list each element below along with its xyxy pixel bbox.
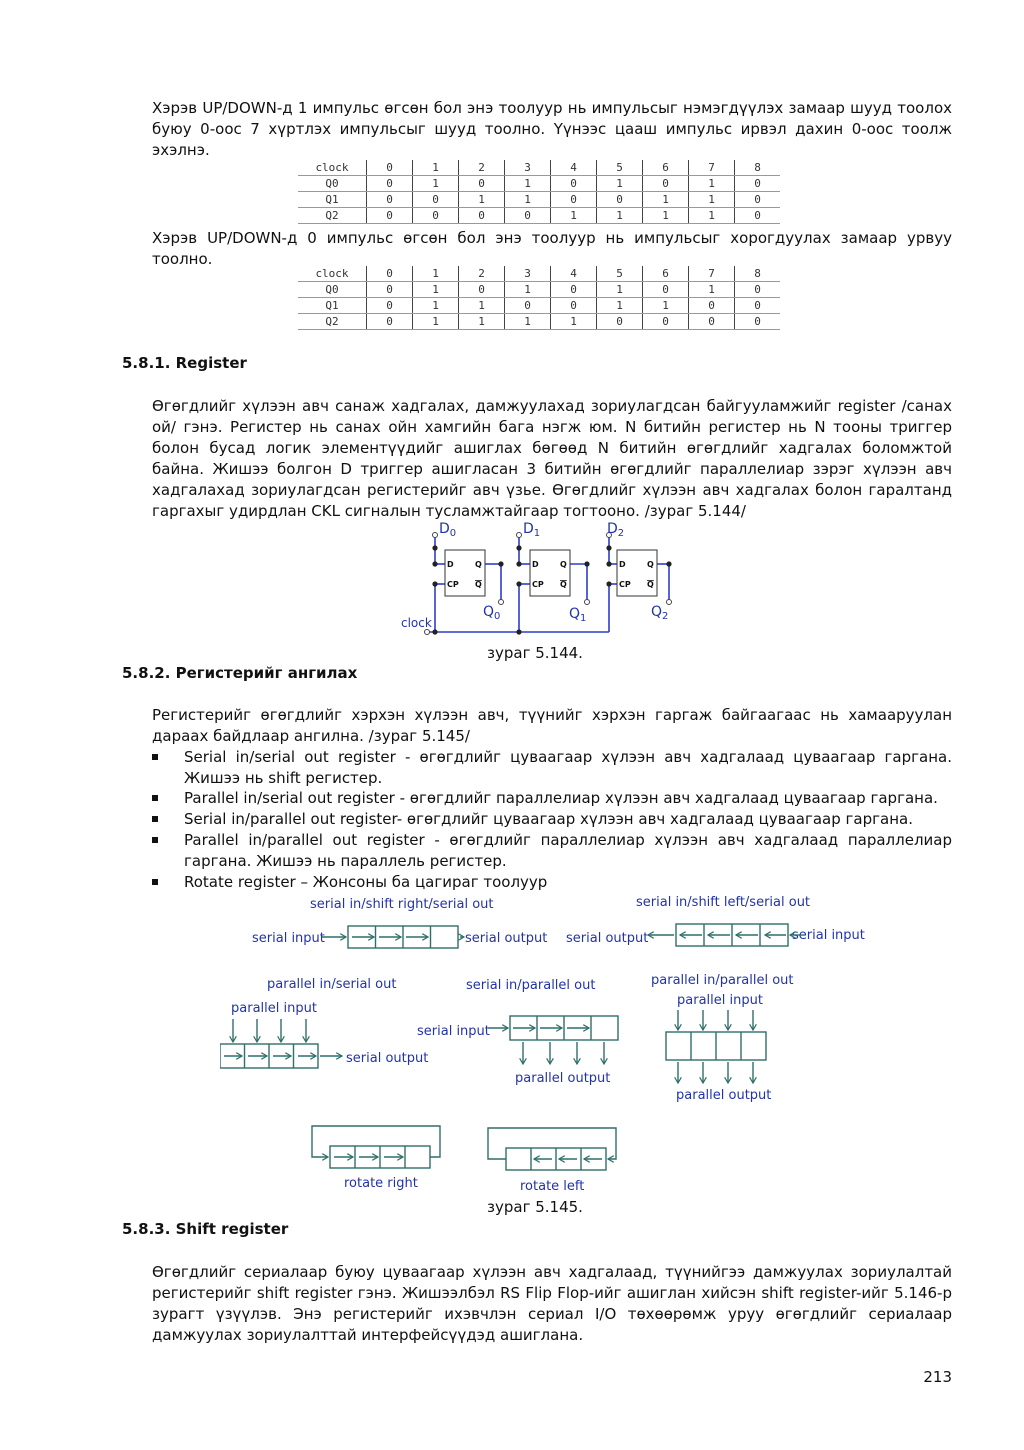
- table-cell: 3: [505, 160, 551, 176]
- table-cell: 0: [643, 314, 689, 330]
- row-label: Q0: [298, 282, 367, 298]
- table-cell: 0: [597, 314, 643, 330]
- title-parallel-serial: parallel in/serial out: [267, 977, 397, 992]
- row-label: Q2: [298, 314, 367, 330]
- table-cell: 1: [459, 192, 505, 208]
- label-d2: $D_2$: [607, 521, 625, 539]
- table-cell: 5: [597, 160, 643, 176]
- ff1-pin-cp: CP: [532, 580, 544, 589]
- title-serial-shift-left: serial in/shift left/serial out: [636, 895, 811, 910]
- table-cell: 0: [367, 176, 413, 192]
- table-cell: 0: [367, 282, 413, 298]
- paragraph-register: Өгөгдлийг хүлээн авч санаж хадгалах, дамжуулахад зориулагдсан байгууламжийг register /санах ой/ гэнэ. Регистер нь санах ойн хамгийн бага нэгж юм. N битийн регистер нь N тооны триггер болон бусад логик элементүүдийг ашиглах бөгөөд N битийн өгөгдлийг хадгалах боломжтой байна. Жишээ болгон D триггер ашигласан 3 битийн өгөгдлийг параллелиар зэрэг хүлээн авч хадгалахад зориулагдсан регистерийг авч үзье. Өгөгдлийг хүлээн авч хадгалах болон гаралтанд гаргахыг удирдлан CKL сигналын тусламжтайгаар тогтооно. /зураг 5.144/: [152, 397, 952, 520]
- table-cell: 0: [597, 192, 643, 208]
- table-cell: 0: [735, 192, 781, 208]
- title-parallel-parallel: parallel in/parallel out: [651, 973, 794, 988]
- label-serial-input-3: serial input: [417, 1024, 490, 1039]
- table-cell: 0: [505, 298, 551, 314]
- table-cell: 1: [597, 282, 643, 298]
- ff0-pin-q: Q: [475, 560, 482, 569]
- label-d1: $D_1$: [523, 521, 541, 539]
- table-cell: 0: [735, 314, 781, 330]
- table-row: [298, 176, 780, 192]
- page-number: 213: [923, 1368, 952, 1386]
- table-cell: 0: [413, 208, 459, 224]
- label-parallel-output-2: parallel output: [676, 1088, 772, 1103]
- label-serial-input-1: serial input: [252, 931, 325, 946]
- ff1-pin-q: Q: [560, 560, 567, 569]
- caption-5-144: зураг 5.144.: [487, 644, 583, 662]
- table-cell: 0: [367, 192, 413, 208]
- ff2-pin-cp: CP: [619, 580, 631, 589]
- table-cell: 0: [367, 298, 413, 314]
- table-cell: 6: [643, 160, 689, 176]
- ff0-pin-d: D: [447, 560, 454, 569]
- ff2-pin-qbar: Q: [647, 580, 654, 589]
- ff0-pin-qbar: Q: [475, 580, 482, 589]
- label-d0: $D_0$: [439, 521, 457, 539]
- table-cell: 5: [597, 266, 643, 282]
- table-cell: 1: [643, 298, 689, 314]
- table-cell: 0: [367, 314, 413, 330]
- paragraph-classification: Регистерийг өгөгдлийг хэрхэн хүлээн авч, түүнийг хэрхэн гаргаж байгаагаас нь хамааруулан дараах байдлаар ангилна. /зураг 5.145/: [152, 706, 952, 745]
- table-cell: 0: [551, 282, 597, 298]
- table-cell: 0: [413, 192, 459, 208]
- row-label: Q2: [298, 208, 367, 224]
- bullet-item: Serial in/serial out register - өгөгдлийг цуваагаар хүлээн авч хадгалаад цуваагаар гаргана. Жишээ нь shift регистер.: [152, 747, 952, 789]
- truth-table-down: [298, 266, 780, 330]
- table-cell: 1: [505, 176, 551, 192]
- table-cell: 1: [597, 208, 643, 224]
- table-cell: 0: [643, 176, 689, 192]
- table-cell: 1: [597, 298, 643, 314]
- paragraph-down-count: Хэрэв UP/DOWN-д 0 импульс өгсөн бол энэ тоолуур нь импульсыг хорогдуулах замаар урвуу тоолно.: [152, 229, 952, 268]
- table-cell: 0: [689, 314, 735, 330]
- bullet-square-icon: [152, 837, 158, 843]
- table-cell: 1: [413, 176, 459, 192]
- label-q1: $Q_1$: [569, 606, 587, 624]
- bullet-square-icon: [152, 795, 158, 801]
- table-cell: 7: [689, 266, 735, 282]
- table-cell: 0: [551, 192, 597, 208]
- label-rotate-left: rotate left: [520, 1179, 585, 1194]
- bullet-square-icon: [152, 754, 158, 760]
- row-label: Q0: [298, 176, 367, 192]
- table-cell: 1: [505, 314, 551, 330]
- bullet-square-icon: [152, 879, 158, 885]
- table-row: [298, 282, 780, 298]
- title-serial-parallel: serial in/parallel out: [466, 978, 596, 993]
- ff2-pin-d: D: [619, 560, 626, 569]
- table-cell: 1: [459, 314, 505, 330]
- table-cell: 4: [551, 160, 597, 176]
- table-cell: 1: [413, 266, 459, 282]
- table-row: [298, 208, 780, 224]
- table-cell: 1: [643, 192, 689, 208]
- table-cell: 8: [735, 266, 781, 282]
- bullet-square-icon: [152, 816, 158, 822]
- row-label: clock: [298, 160, 367, 176]
- table-cell: 0: [367, 266, 413, 282]
- table-cell: 0: [735, 208, 781, 224]
- label-rotate-right: rotate right: [344, 1176, 418, 1191]
- table-cell: 2: [459, 266, 505, 282]
- table-row: [298, 314, 780, 330]
- bullet-item: Rotate register – Жонсоны ба цагираг тоолуур: [152, 872, 952, 893]
- table-cell: 1: [689, 192, 735, 208]
- row-label: Q1: [298, 298, 367, 314]
- table-cell: 1: [505, 282, 551, 298]
- bullet-item: Parallel in/parallel out register - өгөгдлийг параллелиар хүлээн авч хадгалаад параллелиар гаргана. Жишээ нь параллель регистер.: [152, 830, 952, 872]
- table-row: [298, 266, 780, 282]
- row-label: clock: [298, 266, 367, 282]
- table-cell: 1: [551, 208, 597, 224]
- table-row: [298, 192, 780, 208]
- caption-5-145: зураг 5.145.: [487, 1198, 583, 1216]
- label-parallel-input-2: parallel input: [677, 993, 763, 1008]
- label-q2: $Q_2$: [651, 604, 669, 622]
- table-cell: 0: [367, 160, 413, 176]
- bullet-item: Parallel in/serial out register - өгөгдлийг параллелиар хүлээн авч хадгалаад цуваагаар гаргана.: [152, 788, 952, 809]
- table-cell: 0: [551, 298, 597, 314]
- table-cell: 0: [459, 176, 505, 192]
- label-q0: $Q_0$: [483, 604, 501, 622]
- label-serial-output-1: serial output: [465, 931, 548, 946]
- table-row: [298, 160, 780, 176]
- table-cell: 0: [367, 208, 413, 224]
- table-cell: 1: [689, 176, 735, 192]
- row-label: Q1: [298, 192, 367, 208]
- paragraph-shift-register: Өгөгдлийг сериалаар буюу цуваагаар хүлээн авч хадгалаад, түүнийгээ дамжуулах зориулалтай регистерийг shift register гэнэ. Жишээлбэл RS Flip Flop-ийг ашиглан хийсэн shift register-ийг 5.146-р зурагт үзүүлэв. Энэ регистерийг ихэвчлэн сериал I/O төхөөрөмж уруу өгөгдлийг сериалаар дамжуулах зориулалттай интерфейсүүдэд ашиглана.: [152, 1263, 952, 1344]
- table-row: [298, 298, 780, 314]
- table-cell: 8: [735, 160, 781, 176]
- table-cell: 0: [643, 282, 689, 298]
- table-cell: 1: [413, 160, 459, 176]
- table-cell: 1: [597, 176, 643, 192]
- label-serial-output-3: serial output: [346, 1051, 429, 1066]
- table-cell: 0: [551, 176, 597, 192]
- label-clock: clock: [401, 616, 432, 630]
- table-cell: 1: [413, 314, 459, 330]
- ff0-pin-cp: CP: [447, 580, 459, 589]
- figure-5-144-diagram: [395, 520, 685, 642]
- table-cell: 4: [551, 266, 597, 282]
- table-cell: 0: [459, 282, 505, 298]
- table-cell: 0: [735, 176, 781, 192]
- table-cell: 1: [689, 208, 735, 224]
- table-cell: 2: [459, 160, 505, 176]
- table-cell: 1: [459, 298, 505, 314]
- figure-5-145-diagram: [220, 890, 870, 1200]
- heading-register: 5.8.1. Register: [122, 354, 247, 372]
- title-serial-shift-right: serial in/shift right/serial out: [310, 897, 494, 912]
- label-serial-input-2: serial input: [792, 928, 865, 943]
- table-cell: 0: [735, 298, 781, 314]
- table-cell: 1: [413, 298, 459, 314]
- table-cell: 0: [459, 208, 505, 224]
- table-cell: 6: [643, 266, 689, 282]
- table-cell: 0: [505, 208, 551, 224]
- heading-shift-register: 5.8.3. Shift register: [122, 1220, 289, 1238]
- table-cell: 0: [689, 298, 735, 314]
- table-cell: 3: [505, 266, 551, 282]
- table-cell: 1: [505, 192, 551, 208]
- ff2-pin-q: Q: [647, 560, 654, 569]
- truth-table-up: [298, 160, 780, 224]
- table-cell: 1: [551, 314, 597, 330]
- table-cell: 7: [689, 160, 735, 176]
- bullet-item: Serial in/parallel out register- өгөгдлийг цуваагаар хүлээн авч хадгалаад цуваагаар гаргана.: [152, 809, 952, 830]
- table-cell: 0: [735, 282, 781, 298]
- heading-register-classification: 5.8.2. Регистерийг ангилах: [122, 664, 358, 682]
- ff1-pin-qbar: Q: [560, 580, 567, 589]
- paragraph-up-count: Хэрэв UP/DOWN-д 1 импульс өгсөн бол энэ тоолуур нь импульсыг нэмэгдүүлэх замаар шууд тоолох буюу 0-оос 7 хүртлэх импульсыг шууд тоолно. Үүнээс цааш импульс ирвэл дахин 0-оос тоолж эхэлнэ.: [152, 99, 952, 159]
- label-serial-output-2: serial output: [566, 931, 649, 946]
- table-cell: 1: [689, 282, 735, 298]
- label-parallel-input-1: parallel input: [231, 1001, 317, 1016]
- table-cell: 1: [413, 282, 459, 298]
- table-cell: 1: [643, 208, 689, 224]
- label-parallel-output-1: parallel output: [515, 1071, 611, 1086]
- ff1-pin-d: D: [532, 560, 539, 569]
